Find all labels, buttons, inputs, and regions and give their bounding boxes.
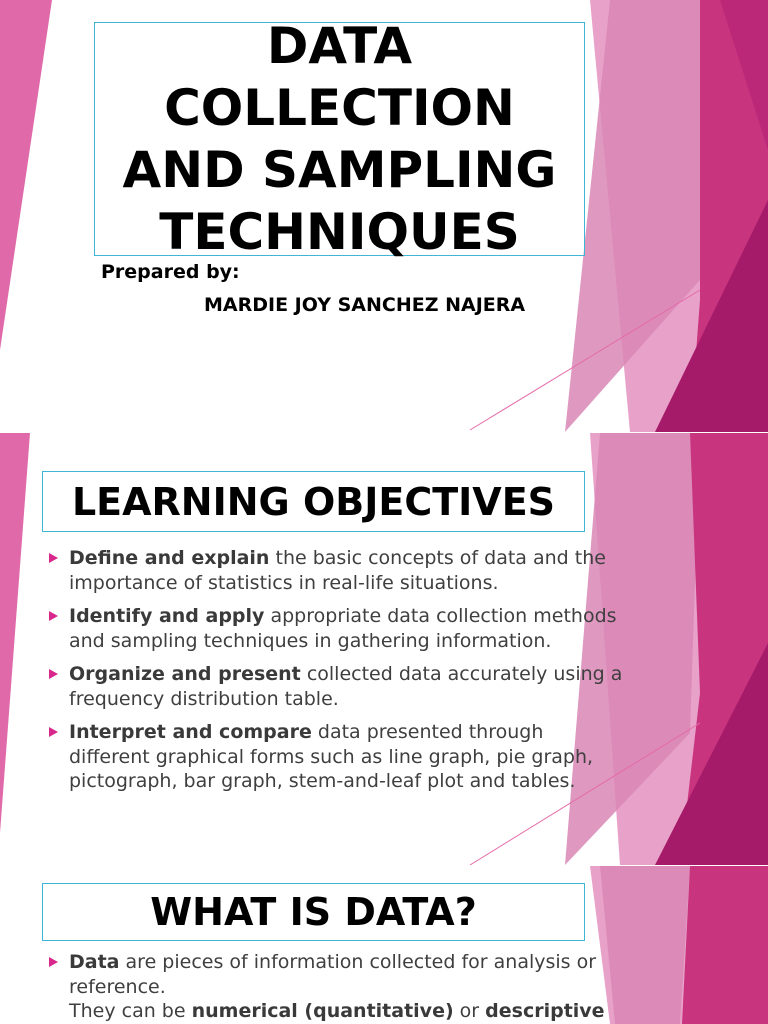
bullet-emphasis: numerical (quantitative) [191,1000,454,1022]
main-title [94,17,585,261]
prepared-by-label: Prepared by: [101,261,240,283]
title-line: DATA [266,17,413,75]
bullet-text: data presented through different graphical forms such as line graph, pie graph, pictograph, bar graph, stem-and-leaf plot and tables. [69,721,594,792]
section-title: WHAT IS DATA? [42,883,585,941]
bullet-text: collected data accurately using a frequency distribution table. [69,663,623,710]
bullet-arrow-icon [49,727,58,737]
title-line: COLLECTION [164,79,515,137]
bullet-arrow-icon [49,669,58,679]
bullet-text: the basic concepts of data and the importance of statistics in real-life situations. [69,547,606,594]
bullet-emphasis: Identify and apply [69,605,265,627]
definition-list [47,950,637,1024]
slide-title [0,0,768,432]
bullet-emphasis: descriptive [485,1000,605,1022]
slide-learning-objectives [0,433,768,865]
slide-what-is-data [0,866,768,1024]
bullet-text: are pieces of information collected for analysis or reference. [69,951,597,998]
bullet-text: They can be [69,1000,192,1022]
bullet-text: appropriate data collection methods and sampling techniques in gathering information. [69,605,617,652]
title-line: AND SAMPLING [122,141,557,199]
title-line: TECHNIQUES [159,203,520,261]
bullet-emphasis: Define and explain [69,547,270,569]
bullet-emphasis: Interpret and compare [69,721,312,743]
bullet-emphasis: Data [69,951,120,973]
bullet-arrow-icon [49,957,58,967]
bullet-arrow-icon [49,611,58,621]
list-item [47,604,627,653]
list-item [47,662,627,711]
bullet-text: or [453,1000,486,1022]
author-name: MARDIE JOY SANCHEZ NAJERA [204,294,526,316]
objectives-list [47,546,627,803]
bullet-arrow-icon [49,553,58,563]
list-item [47,950,637,1024]
list-item [47,546,627,595]
bullet-emphasis: Organize and present [69,663,301,685]
list-item [47,720,627,794]
section-title: LEARNING OBJECTIVES [42,471,585,532]
